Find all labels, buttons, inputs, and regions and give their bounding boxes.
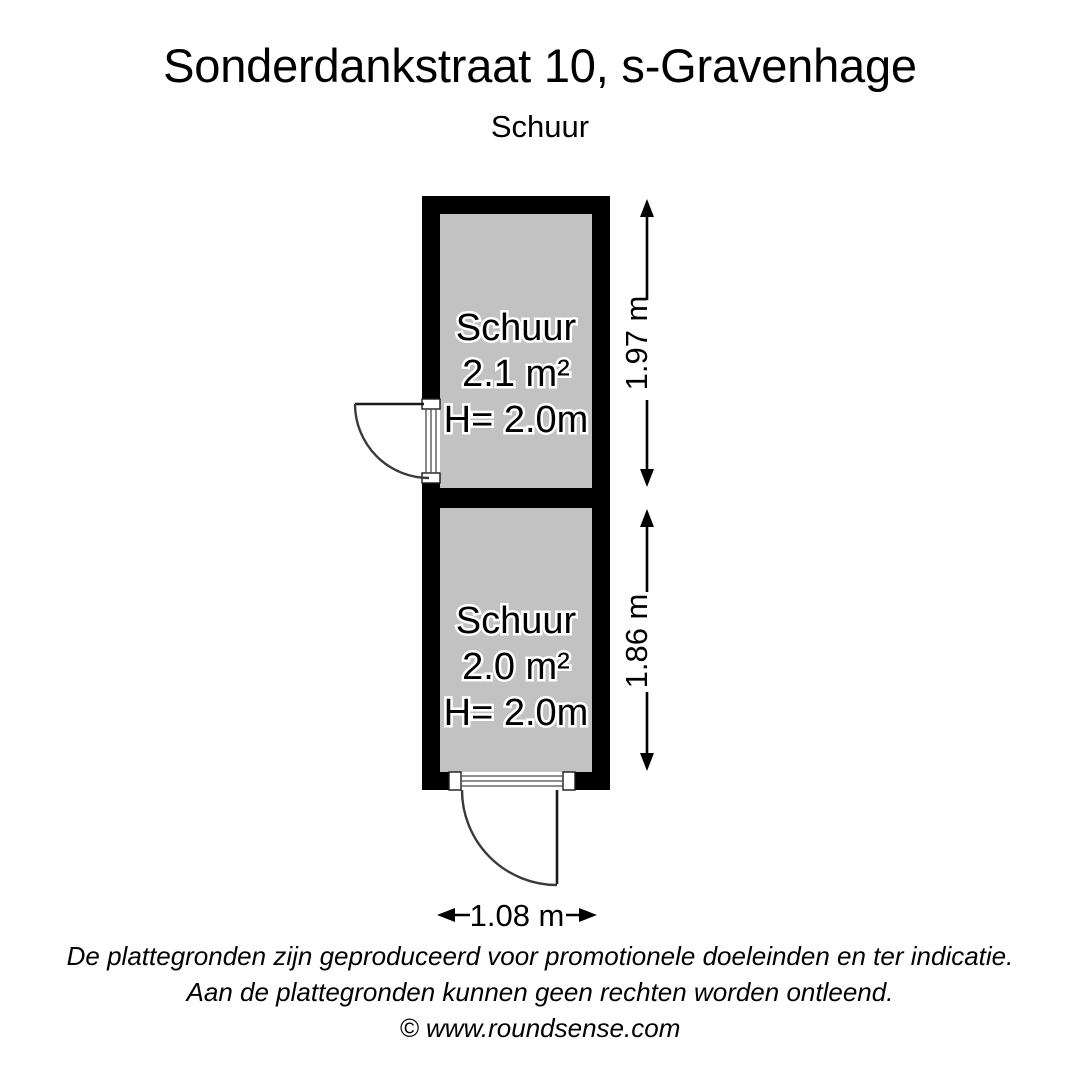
room-1-area: 2.1 m²	[462, 353, 570, 395]
room-2-height: H= 2.0m	[443, 692, 589, 734]
page-subtitle: Schuur	[490, 109, 590, 144]
room-1-floor	[440, 214, 592, 488]
room-2-label	[444, 600, 589, 734]
footer-line-2: Aan de plattegronden kunnen geen rechten worden ontleend.	[186, 977, 894, 1007]
dimension-right-top-label: 1.97 m	[619, 295, 654, 391]
dimension-right-bottom-label: 1.86 m	[619, 593, 654, 689]
footer-line-1: De plattegronden zijn geproduceerd voor promotionele doeleinden en ter indicatie.	[66, 941, 1014, 971]
door-left-upper	[355, 399, 440, 483]
door-bottom	[449, 772, 575, 885]
dimension-right-top	[619, 199, 654, 487]
room-1-label	[444, 307, 589, 441]
room-2-name: Schuur	[455, 600, 577, 642]
room-1-height: H= 2.0m	[443, 399, 589, 441]
room-2-area: 2.0 m²	[462, 646, 570, 688]
room-1-name: Schuur	[455, 307, 577, 349]
page-title: Sonderdankstraat 10, s-Gravenhage	[163, 39, 917, 92]
dimension-bottom-label: 1.08 m	[469, 898, 565, 933]
footer-disclaimer	[0, 938, 1080, 1046]
dimension-right-bottom	[619, 509, 654, 771]
footer-copyright: © www.roundsense.com	[399, 1013, 681, 1043]
dimension-bottom	[437, 898, 597, 933]
